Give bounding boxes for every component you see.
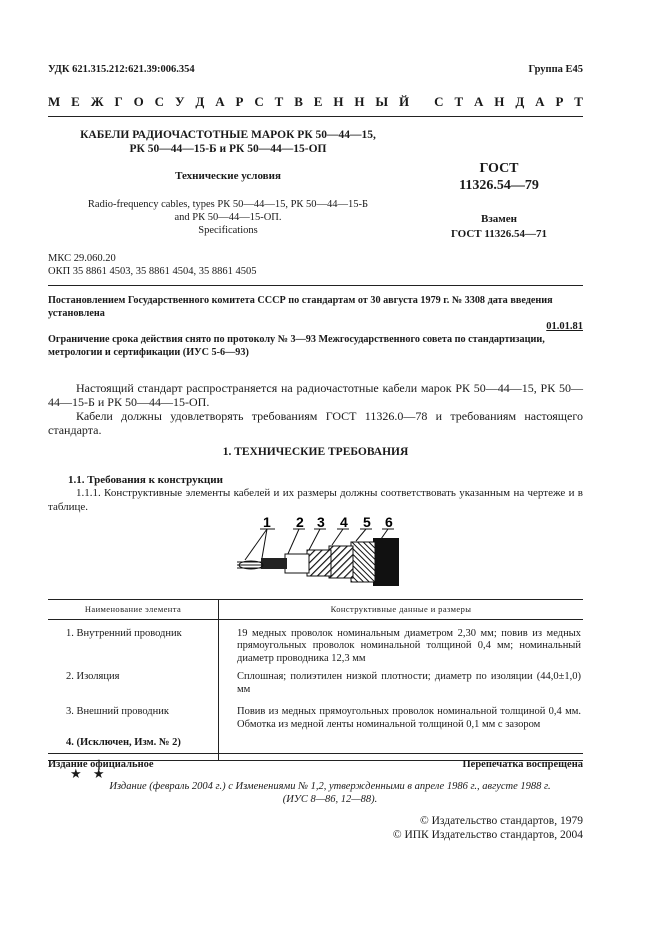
element-data (219, 731, 584, 760)
copyright-block (393, 814, 583, 842)
table-row (48, 665, 583, 696)
drawing-label-6: 6 (385, 514, 393, 530)
banner-letter: Т (454, 94, 464, 109)
inner-conductor-layer (261, 558, 287, 569)
title-line-1: КАБЕЛИ РАДИОЧАСТОТНЫЕ МАРОК РК 50—44—15, (80, 129, 376, 141)
banner-letter: Е (71, 94, 80, 109)
construction-table (48, 599, 583, 761)
banner-letter (420, 94, 423, 110)
introduction-date: 01.01.81 (546, 321, 583, 332)
official-edition: Издание официальное (48, 759, 154, 770)
banner-letter: В (294, 94, 303, 109)
reprint-prohibited: Перепечатка воспрещена (462, 759, 583, 770)
intro-paragraph-2: Кабели должны удовлетворять требованиям ГОСТ 11326.0—78 и требованиям настоящего стандарта. (48, 409, 583, 437)
drawing-label-3: 3 (317, 514, 325, 530)
tape-layer (351, 542, 375, 582)
drawing-label-2: 2 (296, 514, 304, 530)
drawing-label-4: 4 (340, 514, 348, 530)
group-code: Группа Е45 (528, 64, 583, 75)
header-rule (48, 116, 583, 117)
banner-letter: А (215, 94, 225, 109)
banner-letter: Й (399, 94, 410, 109)
element-data: 19 медных проволок номинальным диаметром 2,30 мм; повив из медных прямоугольных проволок номинальной толщиной 0,4 мм; номинальный диаметр проводника 12,3 мм (237, 627, 581, 664)
banner-letter: Ы (375, 94, 389, 109)
banner-letter: Р (235, 94, 244, 109)
english-line-2: and РК 50—44—15-ОП. (174, 212, 282, 223)
replaces-block (420, 212, 578, 242)
banner-letter: Т (574, 94, 583, 109)
replaces-number: ГОСТ 11326.54—71 (450, 228, 548, 240)
gost-label: ГОСТ (479, 161, 519, 176)
outer-conductor-layer (307, 550, 331, 576)
banner-letter: А (474, 94, 484, 109)
gost-number: 11326.54—79 (459, 178, 539, 193)
document-title (48, 128, 408, 156)
standard-banner (48, 94, 583, 110)
title-line-2: РК 50—44—15-Б и РК 50—44—15-ОП (129, 143, 327, 155)
table-row (48, 696, 583, 731)
banner-letter: С (154, 94, 165, 109)
banner-letter: Д (515, 94, 525, 109)
subsection-title: 1.1. Требования к конструкции (68, 474, 223, 486)
banner-letter: А (535, 94, 545, 109)
udk-code: УДК 621.315.212:621.39:006.354 (48, 64, 195, 75)
replaces-label: Взамен (481, 213, 517, 225)
gost-number-block (420, 160, 578, 194)
element-name: 4. (Исключен, Изм. № 2) (48, 731, 219, 760)
drawing-label-5: 5 (363, 514, 371, 530)
limitation-text: Ограничение срока действия снято по протоколу № 3—93 Межгосударственного совета по стандартизации, метрологии и сертификации (ИУС 5-6—93) (48, 334, 545, 358)
table-row (48, 619, 583, 665)
english-title (48, 198, 408, 237)
element-name: 2. Изоляция (48, 665, 219, 696)
copyright-2: © ИПК Издательство стандартов, 2004 (392, 829, 583, 841)
table-row (48, 731, 583, 760)
stars-mark: ★ ★ (70, 766, 109, 781)
section-title: 1. ТЕХНИЧЕСКИЕ ТРЕБОВАНИЯ (222, 446, 409, 458)
column-header-data: Конструктивные данные и размеры (219, 600, 584, 620)
drawing-label-1: 1 (263, 514, 271, 530)
footer-rule (48, 753, 583, 754)
element-name: 1. Внутренний проводник (48, 619, 219, 665)
english-line-1: Radio-frequency cables, types РК 50—44—15, РК 50—44—15-Б (87, 199, 369, 210)
banner-letter: Н (494, 94, 505, 109)
element-name: 3. Внешний проводник (48, 696, 219, 731)
braid-layer (329, 546, 353, 578)
banner-letter: Ж (90, 94, 104, 109)
intro-paragraph-1: Настоящий стандарт распространяется на радиочастотные кабели марок РК 50—44—15, РК 50—44—15-Б и РК 50—44—15-ОП. (48, 381, 583, 409)
cable-drawing (225, 512, 415, 592)
edition-note (80, 780, 580, 806)
codes-rule (48, 285, 583, 286)
banner-letter: Е (313, 94, 323, 109)
banner-letter: С (254, 94, 264, 109)
subsection-text: 1.1.1. Конструктивные элементы кабелей и их размеры должны соответствовать указанным на чертеже и в таблице. (48, 487, 583, 513)
edition-line-1: Издание (февраль 2004 г.) с Изменениями № 1,2, утвержденными в апреле 1986 г., августе 1988 г. (109, 781, 551, 792)
sheath-layer (373, 538, 399, 586)
banner-letter: С (434, 94, 444, 109)
banner-letter: У (174, 94, 185, 109)
banner-letter: О (133, 94, 144, 109)
classification-codes (48, 252, 257, 278)
column-header-element: Наименование элемента (48, 600, 219, 620)
banner-letter: Г (114, 94, 123, 109)
element-data: Сплошная; полиэтилен низкой плотности; диаметр по изоляции (44,0±1,0) мм (237, 671, 581, 695)
mks-code: МКС 29.060.20 (48, 253, 116, 264)
banner-letter: Н (354, 94, 365, 109)
banner-letter: М (48, 94, 61, 109)
banner-letter: Д (195, 94, 205, 109)
decree-text: Постановлением Государственного комитета СССР по стандартам от 30 августа 1979 г. № 3308 дата введения установлена (48, 295, 553, 319)
banner-letter: Н (333, 94, 344, 109)
insulation-layer (285, 554, 309, 573)
banner-letter: Р (555, 94, 564, 109)
okp-code: ОКП 35 8861 4503, 35 8861 4504, 35 8861 4505 (48, 266, 257, 277)
document-subtitle: Технические условия (175, 170, 281, 182)
english-line-3: Specifications (198, 225, 258, 236)
banner-letter: Т (274, 94, 284, 109)
element-data: Повив из медных прямоугольных проволок номинальной толщиной 0,4 мм. Обмотка из медной ленты номинальной толщиной 0,1 мм с зазором (237, 706, 581, 730)
copyright-1: © Издательство стандартов, 1979 (419, 815, 583, 827)
edition-line-2: (ИУС 8—86, 12—88). (282, 794, 378, 805)
